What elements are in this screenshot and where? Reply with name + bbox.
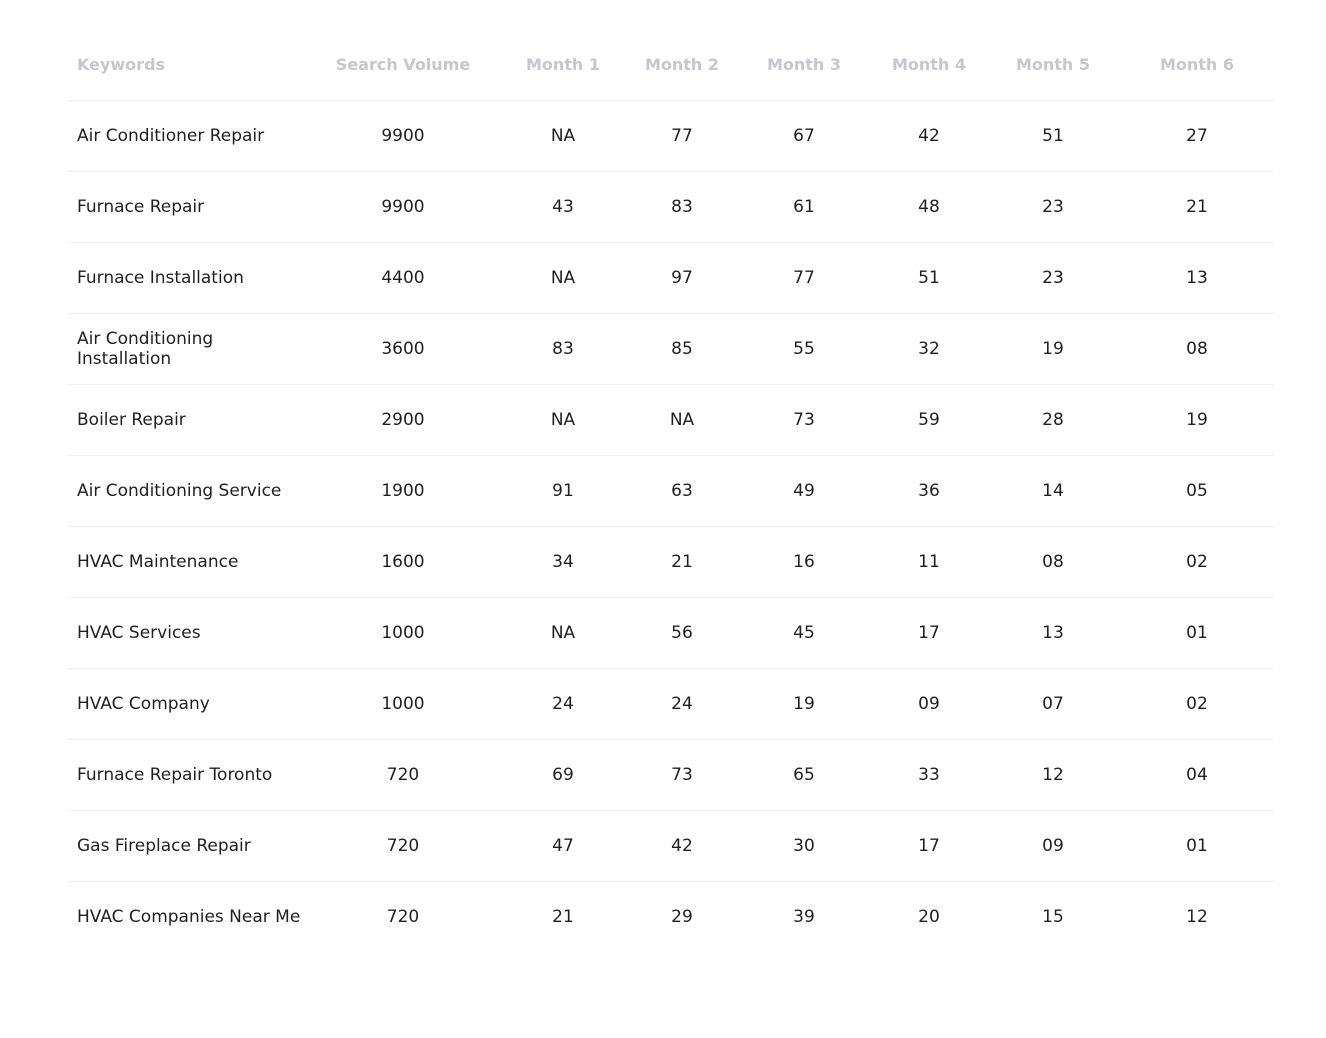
month-1-cell: 24	[498, 669, 628, 740]
table-row	[68, 243, 1274, 314]
month-3-cell: 45	[736, 598, 872, 669]
month-6-cell: 02	[1120, 669, 1274, 740]
search-volume-cell: 9900	[308, 101, 498, 172]
month-2-cell: 77	[628, 101, 736, 172]
search-volume-cell: 720	[386, 907, 420, 927]
month-6-cell: 19	[1120, 385, 1274, 456]
search-volume-cell: 720	[308, 740, 498, 811]
table-row	[68, 101, 1274, 172]
month-5-cell: 51	[986, 101, 1120, 172]
month-3-cell: 61	[736, 172, 872, 243]
month-2-cell: 85	[628, 314, 736, 385]
month-2-cell: 24	[628, 669, 736, 740]
month-1-cell: NA	[498, 101, 628, 172]
month-6-cell: 04	[1120, 740, 1274, 811]
month-1-cell: NA	[498, 598, 628, 669]
month-2-cell: 97	[628, 243, 736, 314]
month-2-cell: NA	[628, 385, 736, 456]
month-4-cell: 48	[872, 172, 986, 243]
month-5-cell: 23	[986, 243, 1120, 314]
table-row	[68, 811, 1274, 882]
month-1-cell: 21	[552, 907, 574, 927]
table-row	[68, 669, 1274, 740]
month-4-cell: 20	[918, 907, 940, 927]
month-4-cell: 17	[872, 598, 986, 669]
month-3-cell: 39	[793, 907, 815, 927]
month-2-cell: 56	[628, 598, 736, 669]
month-4-cell: 59	[872, 385, 986, 456]
month-6-cell: 27	[1120, 101, 1274, 172]
month-1-cell: 47	[498, 811, 628, 882]
table-row	[68, 740, 1274, 811]
header-keywords[interactable]: Keywords	[68, 28, 308, 101]
month-4-cell: 33	[872, 740, 986, 811]
month-5-cell: 15	[1042, 907, 1064, 927]
table-row	[68, 314, 1274, 385]
month-6-cell: 01	[1120, 811, 1274, 882]
month-5-cell: 08	[986, 527, 1120, 598]
month-5-cell: 14	[986, 456, 1120, 527]
keyword-cell: HVAC Company	[68, 669, 308, 740]
month-4-cell: 32	[872, 314, 986, 385]
month-3-cell: 49	[736, 456, 872, 527]
month-4-cell: 17	[872, 811, 986, 882]
search-volume-cell: 3600	[308, 314, 498, 385]
month-2-cell: 29	[671, 907, 693, 927]
search-volume-cell: 1600	[308, 527, 498, 598]
month-1-cell: 69	[498, 740, 628, 811]
month-2-cell: 73	[628, 740, 736, 811]
month-6-cell: 05	[1120, 456, 1274, 527]
month-3-cell: 65	[736, 740, 872, 811]
month-4-cell: 09	[872, 669, 986, 740]
month-1-cell: NA	[498, 385, 628, 456]
header-search-volume[interactable]: Search Volume	[308, 28, 498, 101]
month-6-cell: 08	[1120, 314, 1274, 385]
month-2-cell: 42	[628, 811, 736, 882]
month-3-cell: 73	[736, 385, 872, 456]
month-6-cell: 12	[1186, 907, 1208, 927]
keyword-cell: Gas Fireplace Repair	[68, 811, 308, 882]
month-3-cell: 55	[736, 314, 872, 385]
keyword-cell: HVAC Services	[68, 598, 308, 669]
keyword-cell: HVAC Maintenance	[68, 527, 308, 598]
month-1-cell: 43	[498, 172, 628, 243]
month-6-cell: 13	[1120, 243, 1274, 314]
search-volume-cell: 4400	[308, 243, 498, 314]
keyword-table-container	[68, 28, 1274, 952]
table-body	[68, 101, 1274, 953]
table-row	[68, 456, 1274, 527]
month-6-cell: 01	[1120, 598, 1274, 669]
month-2-cell: 63	[628, 456, 736, 527]
search-volume-cell: 2900	[308, 385, 498, 456]
month-5-cell: 23	[986, 172, 1120, 243]
keyword-cell: Air Conditioning Service	[68, 456, 308, 527]
search-volume-cell: 1900	[308, 456, 498, 527]
month-5-cell: 07	[986, 669, 1120, 740]
header-month-1[interactable]: Month 1	[498, 28, 628, 101]
keyword-cell: Air Conditioning Installation	[68, 314, 308, 385]
month-3-cell: 16	[736, 527, 872, 598]
keyword-volume-table	[68, 28, 1274, 952]
month-1-cell: 83	[498, 314, 628, 385]
search-volume-cell: 720	[308, 811, 498, 882]
month-3-cell: 30	[736, 811, 872, 882]
header-month-5[interactable]: Month 5	[986, 28, 1120, 101]
keyword-cell: Boiler Repair	[68, 385, 308, 456]
table-row	[68, 172, 1274, 243]
month-4-cell: 11	[872, 527, 986, 598]
month-6-cell: 21	[1120, 172, 1274, 243]
month-5-cell: 12	[986, 740, 1120, 811]
month-4-cell: 42	[872, 101, 986, 172]
keyword-cell: Furnace Repair	[68, 172, 308, 243]
month-4-cell: 36	[872, 456, 986, 527]
header-month-6[interactable]: Month 6	[1120, 28, 1274, 101]
search-volume-cell: 1000	[308, 669, 498, 740]
keyword-cell: Air Conditioner Repair	[68, 101, 308, 172]
month-3-cell: 77	[736, 243, 872, 314]
table-row	[68, 882, 1274, 953]
month-2-cell: 21	[628, 527, 736, 598]
month-4-cell: 51	[872, 243, 986, 314]
search-volume-cell: 9900	[308, 172, 498, 243]
month-1-cell: NA	[498, 243, 628, 314]
month-2-cell: 83	[628, 172, 736, 243]
keyword-cell: Furnace Installation	[68, 243, 308, 314]
month-6-cell: 02	[1120, 527, 1274, 598]
table-header-row	[68, 28, 1274, 101]
keyword-cell: HVAC Companies Near Me	[77, 907, 301, 927]
header-month-3[interactable]: Month 3	[736, 28, 872, 101]
search-volume-cell: 1000	[308, 598, 498, 669]
keyword-cell: Furnace Repair Toronto	[68, 740, 308, 811]
month-1-cell: 91	[498, 456, 628, 527]
month-5-cell: 28	[986, 385, 1120, 456]
month-3-cell: 19	[736, 669, 872, 740]
table-row	[68, 385, 1274, 456]
month-3-cell: 67	[736, 101, 872, 172]
header-month-4[interactable]: Month 4	[872, 28, 986, 101]
month-1-cell: 34	[498, 527, 628, 598]
month-5-cell: 09	[986, 811, 1120, 882]
header-month-2[interactable]: Month 2	[628, 28, 736, 101]
table-row	[68, 527, 1274, 598]
month-5-cell: 13	[986, 598, 1120, 669]
table-row	[68, 598, 1274, 669]
month-5-cell: 19	[986, 314, 1120, 385]
